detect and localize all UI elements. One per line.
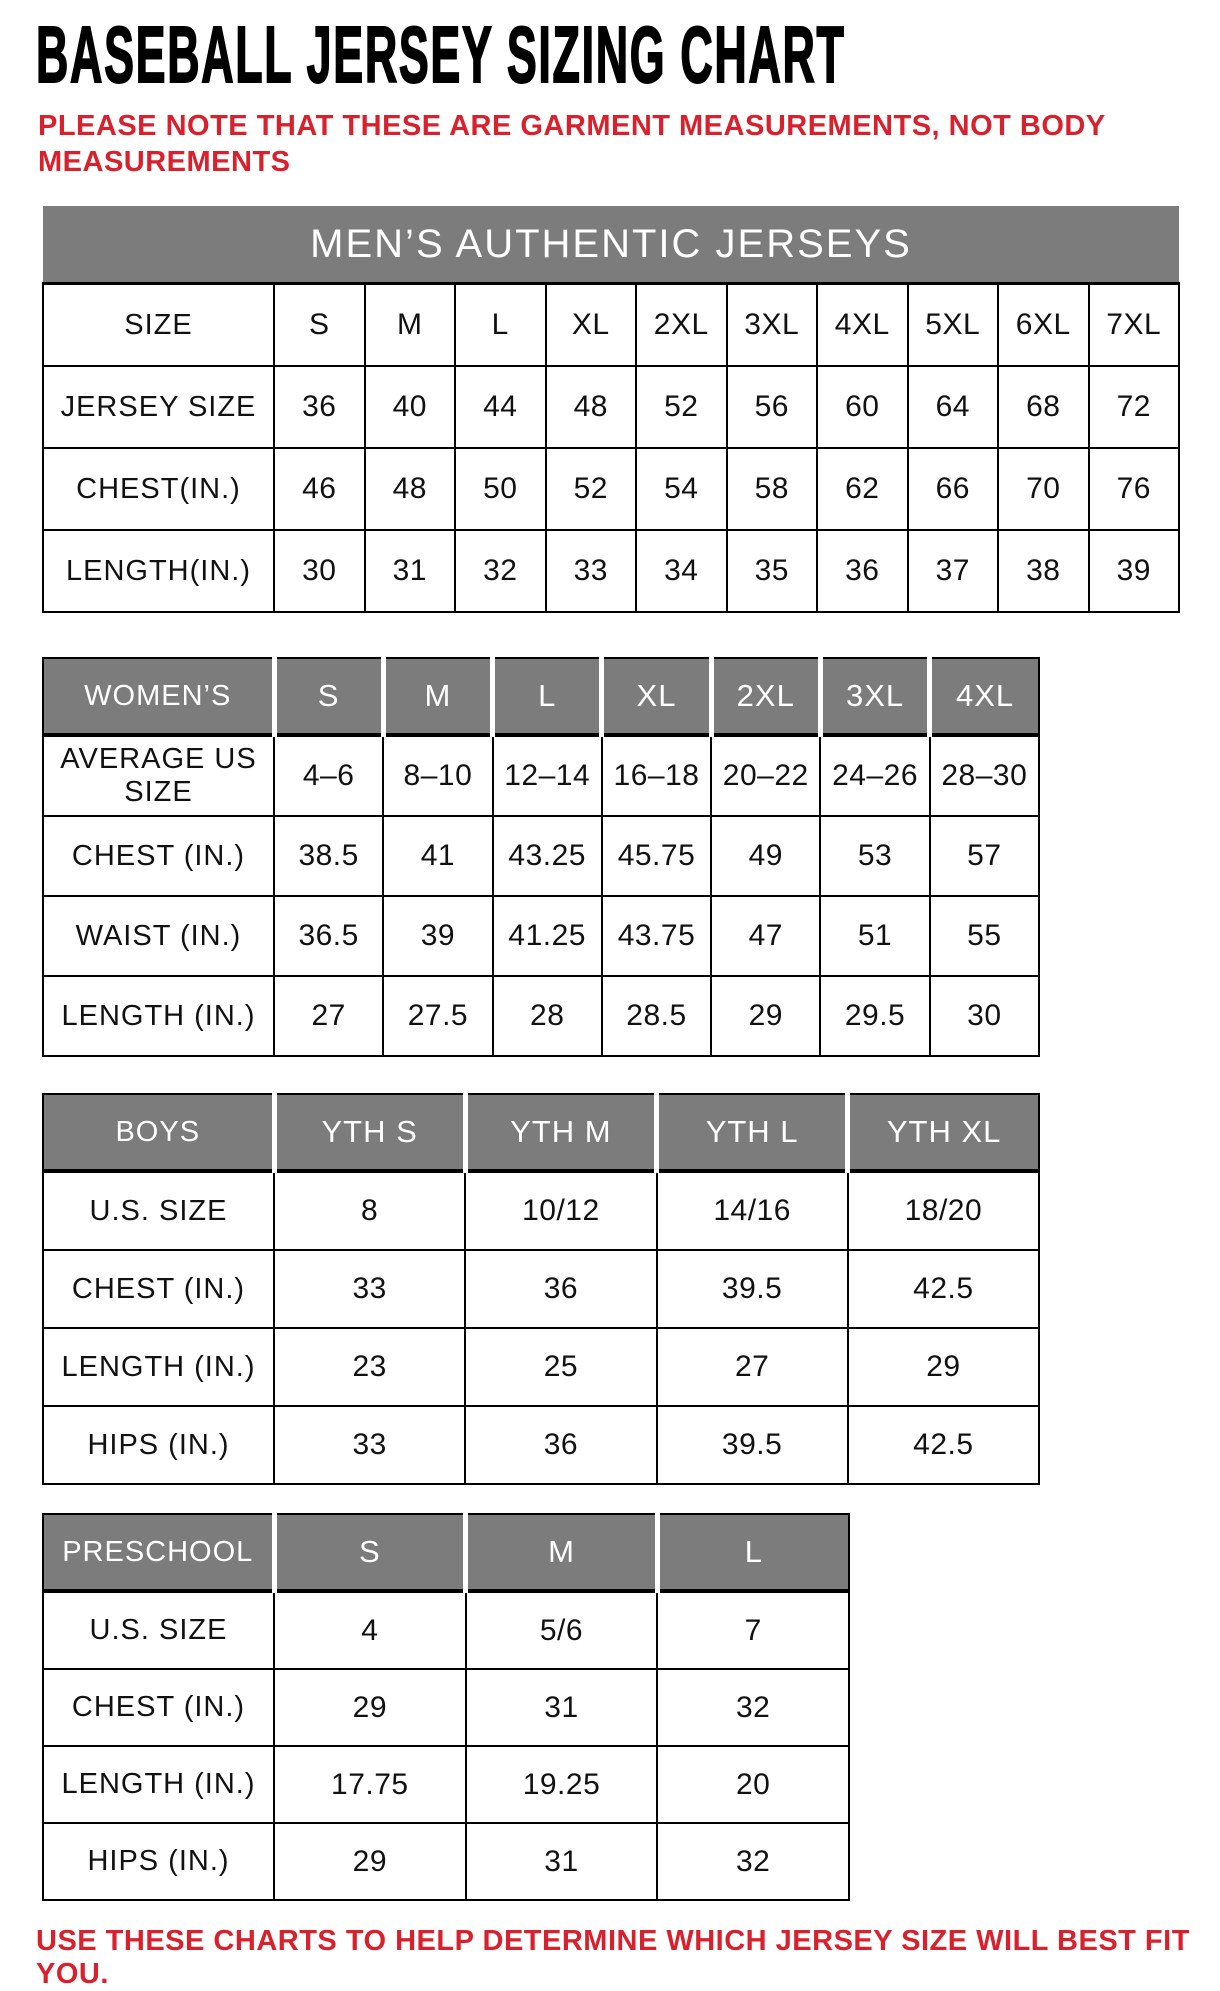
column-header-cell: 5XL (908, 284, 999, 367)
table-cell: 18/20 (848, 1171, 1039, 1250)
column-header-cell: S (274, 1514, 466, 1591)
column-header-cell: YTH S (274, 1094, 465, 1171)
row-label-cell: LENGTH (IN.) (43, 976, 274, 1056)
row-label-cell: LENGTH (IN.) (43, 1746, 274, 1823)
table-cell: 4–6 (274, 735, 383, 816)
column-header-cell: M (466, 1514, 658, 1591)
table-cell: 60 (817, 366, 908, 448)
table-row (43, 976, 1039, 1056)
table-row (43, 816, 1039, 896)
table-cell: 29 (848, 1328, 1039, 1406)
preschool-table (42, 1513, 850, 1901)
table-cell: 44 (455, 366, 546, 448)
column-header-cell: 4XL (817, 284, 908, 367)
table-row (43, 1823, 849, 1900)
table-cell: 30 (930, 976, 1039, 1056)
table-cell: 36 (274, 366, 365, 448)
table-cell: 25 (465, 1328, 656, 1406)
table-cell: 38 (998, 530, 1089, 612)
table-cell: 33 (546, 530, 637, 612)
table-cell: 66 (908, 448, 999, 530)
table-cell: 32 (657, 1669, 849, 1746)
table-cell: 19.25 (466, 1746, 658, 1823)
row-label-cell: CHEST (IN.) (43, 1250, 274, 1328)
table-cell: 43.75 (602, 896, 711, 976)
table-row (43, 1669, 849, 1746)
footer-note: USE THESE CHARTS TO HELP DETERMINE WHICH JERSEY SIZE WILL BEST FIT YOU. (36, 1925, 1190, 1990)
table-row (43, 366, 1179, 448)
column-header-cell: S (274, 284, 365, 367)
table-row (43, 1591, 849, 1669)
womens-table (42, 657, 1040, 1057)
table-cell: 29 (274, 1669, 466, 1746)
table-cell: 43.25 (493, 816, 602, 896)
column-header-cell: YTH L (657, 1094, 848, 1171)
column-header-cell: S (274, 658, 383, 735)
table-header-row (43, 1094, 1039, 1171)
table-cell: 62 (817, 448, 908, 530)
row-label-cell: CHEST (IN.) (43, 1669, 274, 1746)
table-cell: 50 (455, 448, 546, 530)
table-cell: 28 (493, 976, 602, 1056)
table-cell: 55 (930, 896, 1039, 976)
page-title: BASEBALL JERSEY SIZING CHART (36, 10, 846, 99)
column-header-cell: 4XL (930, 658, 1039, 735)
table-cell: 41.25 (493, 896, 602, 976)
row-label-cell: LENGTH (IN.) (43, 1328, 274, 1406)
table-cell: 27 (274, 976, 383, 1056)
table-cell: 36 (465, 1406, 656, 1484)
table-cell: 56 (727, 366, 818, 448)
table-cell: 29.5 (820, 976, 929, 1056)
table-cell: 29 (274, 1823, 466, 1900)
garment-measurements-note (38, 108, 1220, 180)
table-cell: 52 (636, 366, 727, 448)
table-title-cell: BOYS (43, 1094, 274, 1171)
table-cell: 7 (657, 1591, 849, 1669)
table-cell: 5/6 (466, 1591, 658, 1669)
table-cell: 40 (365, 366, 456, 448)
table-cell: 31 (466, 1669, 658, 1746)
table-title-cell: WOMEN’S (43, 658, 274, 735)
column-header-cell: M (383, 658, 492, 735)
mens-table-banner: MEN’S AUTHENTIC JERSEYS (43, 206, 1179, 284)
table-cell: 27.5 (383, 976, 492, 1056)
table-cell: 51 (820, 896, 929, 976)
row-label-cell: WAIST (IN.) (43, 896, 274, 976)
table-cell: 49 (711, 816, 820, 896)
table-cell: 45.75 (602, 816, 711, 896)
table-row (43, 1250, 1039, 1328)
table-banner-row (43, 206, 1179, 284)
table-cell: 57 (930, 816, 1039, 896)
table-row (43, 1406, 1039, 1484)
column-header-cell: 7XL (1089, 284, 1180, 367)
table-cell: 28–30 (930, 735, 1039, 816)
row-label-cell: U.S. SIZE (43, 1591, 274, 1669)
row-label-cell: AVERAGE US SIZE (43, 735, 274, 816)
row-label-cell: JERSEY SIZE (43, 366, 274, 448)
column-header-cell: L (657, 1514, 849, 1591)
table-cell: 33 (274, 1250, 465, 1328)
table-cell: 39 (383, 896, 492, 976)
column-header-cell: 6XL (998, 284, 1089, 367)
table-header-row (43, 1514, 849, 1591)
table-row (43, 448, 1179, 530)
table-cell: 42.5 (848, 1250, 1039, 1328)
table-cell: 38.5 (274, 816, 383, 896)
row-label-cell: HIPS (IN.) (43, 1406, 274, 1484)
table-cell: 29 (711, 976, 820, 1056)
column-header-cell: 2XL (711, 658, 820, 735)
table-row (43, 284, 1179, 367)
table-cell: 12–14 (493, 735, 602, 816)
table-cell: 39.5 (657, 1250, 848, 1328)
table-cell: 10/12 (465, 1171, 656, 1250)
table-cell: 41 (383, 816, 492, 896)
table-cell: 72 (1089, 366, 1180, 448)
row-label-cell: LENGTH(IN.) (43, 530, 274, 612)
table-cell: 16–18 (602, 735, 711, 816)
row-label-cell: CHEST (IN.) (43, 816, 274, 896)
column-header-cell: YTH XL (848, 1094, 1039, 1171)
table-cell: 53 (820, 816, 929, 896)
table-cell: 33 (274, 1406, 465, 1484)
table-cell: 14/16 (657, 1171, 848, 1250)
table-cell: 27 (657, 1328, 848, 1406)
table-cell: 64 (908, 366, 999, 448)
table-cell: 42.5 (848, 1406, 1039, 1484)
table-cell: 47 (711, 896, 820, 976)
row-label-cell: CHEST(IN.) (43, 448, 274, 530)
column-header-cell: L (493, 658, 602, 735)
note-line-1: PLEASE NOTE THAT THESE ARE GARMENT MEASUREMENTS, NOT BODY (38, 110, 1106, 142)
table-cell: 48 (546, 366, 637, 448)
table-cell: 31 (365, 530, 456, 612)
table-cell: 34 (636, 530, 727, 612)
table-cell: 36 (817, 530, 908, 612)
table-cell: 70 (998, 448, 1089, 530)
table-cell: 39 (1089, 530, 1180, 612)
table-cell: 58 (727, 448, 818, 530)
table-cell: 37 (908, 530, 999, 612)
table-cell: 76 (1089, 448, 1180, 530)
table-title-cell: PRESCHOOL (43, 1514, 274, 1591)
table-cell: 30 (274, 530, 365, 612)
table-cell: 4 (274, 1591, 466, 1669)
table-cell: 28.5 (602, 976, 711, 1056)
table-cell: 39.5 (657, 1406, 848, 1484)
table-row (43, 735, 1039, 816)
table-cell: 48 (365, 448, 456, 530)
column-header-cell: 3XL (727, 284, 818, 367)
note-line-2: MEASUREMENTS (38, 146, 291, 178)
table-row (43, 896, 1039, 976)
table-cell: 8–10 (383, 735, 492, 816)
table-cell: 20–22 (711, 735, 820, 816)
table-header-row (43, 658, 1039, 735)
table-row (43, 1171, 1039, 1250)
table-cell: 52 (546, 448, 637, 530)
table-cell: 20 (657, 1746, 849, 1823)
column-header-cell: XL (602, 658, 711, 735)
column-header-cell: YTH M (465, 1094, 656, 1171)
table-cell: 24–26 (820, 735, 929, 816)
column-header-cell: 2XL (636, 284, 727, 367)
table-row (43, 1328, 1039, 1406)
boys-table (42, 1093, 1040, 1485)
row-label-cell: HIPS (IN.) (43, 1823, 274, 1900)
column-header-cell: M (365, 284, 456, 367)
mens-authentic-jerseys-table (42, 206, 1180, 613)
column-header-cell: L (455, 284, 546, 367)
table-cell: 32 (455, 530, 546, 612)
table-cell: 36 (465, 1250, 656, 1328)
table-cell: 17.75 (274, 1746, 466, 1823)
table-row (43, 530, 1179, 612)
table-cell: 68 (998, 366, 1089, 448)
row-label-cell: U.S. SIZE (43, 1171, 274, 1250)
column-header-cell: 3XL (820, 658, 929, 735)
table-cell: 36.5 (274, 896, 383, 976)
table-cell: 8 (274, 1171, 465, 1250)
column-header-cell: XL (546, 284, 637, 367)
row-label-cell: SIZE (43, 284, 274, 367)
table-row (43, 1746, 849, 1823)
table-cell: 35 (727, 530, 818, 612)
table-cell: 46 (274, 448, 365, 530)
table-cell: 23 (274, 1328, 465, 1406)
table-cell: 31 (466, 1823, 658, 1900)
table-cell: 32 (657, 1823, 849, 1900)
table-cell: 54 (636, 448, 727, 530)
